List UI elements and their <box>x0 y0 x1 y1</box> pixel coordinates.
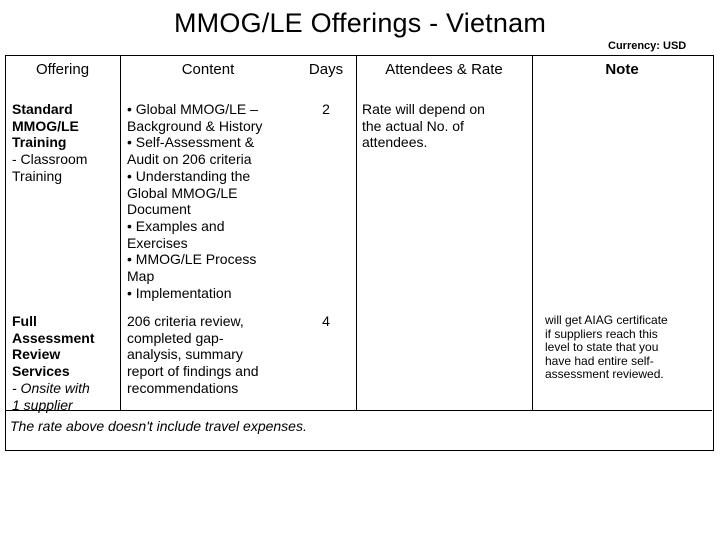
table-row-2-offering <box>12 313 95 413</box>
table-row-2-content: 206 criteria review, completed gap- analysis, summary report of findings and recommendations <box>127 313 259 396</box>
offering-subtitle: - Onsite with 1 supplier <box>12 379 90 413</box>
offerings-table <box>5 55 714 451</box>
page-title: MMOG/LE Offerings - Vietnam <box>173 8 547 38</box>
table-row-1-days: 2 <box>322 101 330 117</box>
header-attendees-rate: Attendees & Rate <box>385 61 503 78</box>
table-row-2-note: will get AIAG certificate if suppliers reach this level to state that you have had entire self- assessment reviewed. <box>545 313 668 381</box>
offering-title: Standard MMOG/LE Training <box>12 101 79 151</box>
table-row-1-offering <box>12 101 87 185</box>
header-days: Days <box>308 61 344 78</box>
header-offering: Offering <box>35 61 90 78</box>
row-divider <box>5 410 712 411</box>
offering-subtitle: - Classroom Training <box>12 151 88 184</box>
table-row-1-content: • Global MMOG/LE – Background & History • Self-Assessment & Audit on 206 criteria • Understanding the Global MMOG/LE Document • Examples and Exercises • MMOG/LE Process Map • Implementation <box>127 101 263 301</box>
column-divider <box>356 55 357 410</box>
table-row-2-days: 4 <box>322 313 330 329</box>
table-row-1-rate: Rate will depend on the actual No. of attendees. <box>362 101 485 151</box>
offering-title: Full Assessment Review Services <box>12 313 95 380</box>
header-note: Note <box>605 61 639 78</box>
column-divider <box>120 55 121 410</box>
currency-label: Currency: USD <box>608 40 687 52</box>
column-divider <box>532 55 533 410</box>
footer-note: The rate above doesn't include travel expenses. <box>10 418 307 434</box>
header-content: Content <box>181 61 235 78</box>
